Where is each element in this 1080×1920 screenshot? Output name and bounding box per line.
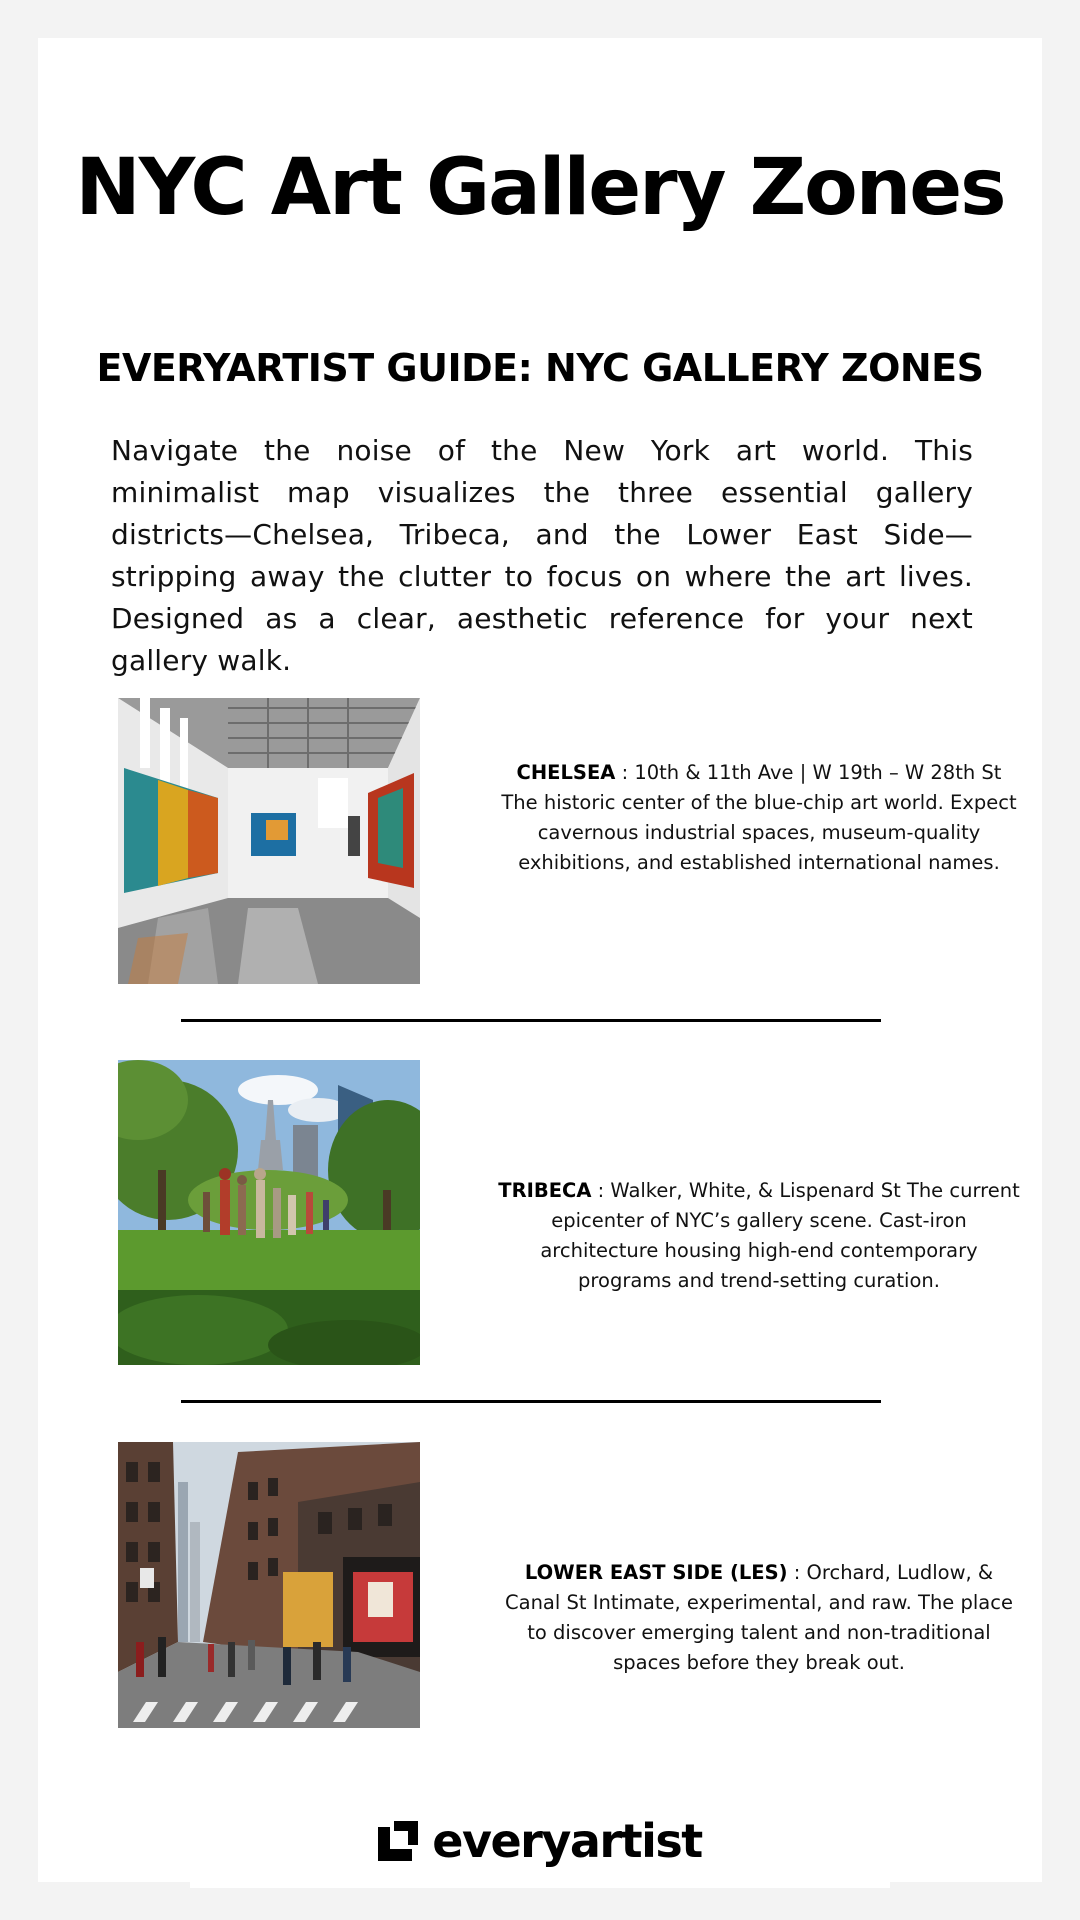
les-photo bbox=[118, 1442, 420, 1728]
everyartist-logo-icon bbox=[378, 1821, 418, 1861]
divider-1 bbox=[181, 1019, 881, 1022]
chelsea-name: CHELSEA bbox=[516, 761, 616, 784]
guide-subtitle: EVERYARTIST GUIDE: NYC GALLERY ZONES bbox=[96, 346, 984, 390]
les-name: LOWER EAST SIDE (LES) bbox=[524, 1561, 788, 1584]
logo-wordmark: everyartist bbox=[432, 1814, 702, 1868]
les-details: : Orchard, Ludlow, & Canal St Intimate, experimental, and raw. The place to discover emerging talent and non-traditional spaces before they break out. bbox=[505, 1561, 1013, 1674]
chelsea-description bbox=[497, 758, 1021, 878]
tribeca-name: TRIBECA bbox=[498, 1179, 592, 1202]
tribeca-description bbox=[497, 1176, 1021, 1296]
page-title: NYC Art Gallery Zones bbox=[75, 143, 1005, 233]
tribeca-photo bbox=[118, 1060, 420, 1365]
everyartist-logo bbox=[38, 1814, 1042, 1868]
guide-card bbox=[38, 38, 1042, 1882]
chelsea-photo bbox=[118, 698, 420, 984]
divider-2 bbox=[181, 1400, 881, 1403]
chelsea-details: : 10th & 11th Ave | W 19th – W 28th St The historic center of the blue-chip art world. Expect cavernous industrial spaces, museum-quality exhibitions, and established international names. bbox=[501, 761, 1017, 874]
intro-paragraph: Navigate the noise of the New York art world. This minimalist map visualizes the three essential gallery districts—Chelsea, Tribeca, and the Lower East Side—stripping away the clutter to focus on where the art lives. Designed as a clear, aesthetic reference for your next gallery walk. bbox=[111, 434, 973, 677]
card-bottom-tab bbox=[190, 1876, 890, 1888]
tribeca-details: : Walker, White, & Lispenard St The current epicenter of NYC’s gallery scene. Cast-iron architecture housing high-end contemporary programs and trend-setting curation. bbox=[540, 1179, 1020, 1292]
les-description bbox=[497, 1558, 1021, 1678]
